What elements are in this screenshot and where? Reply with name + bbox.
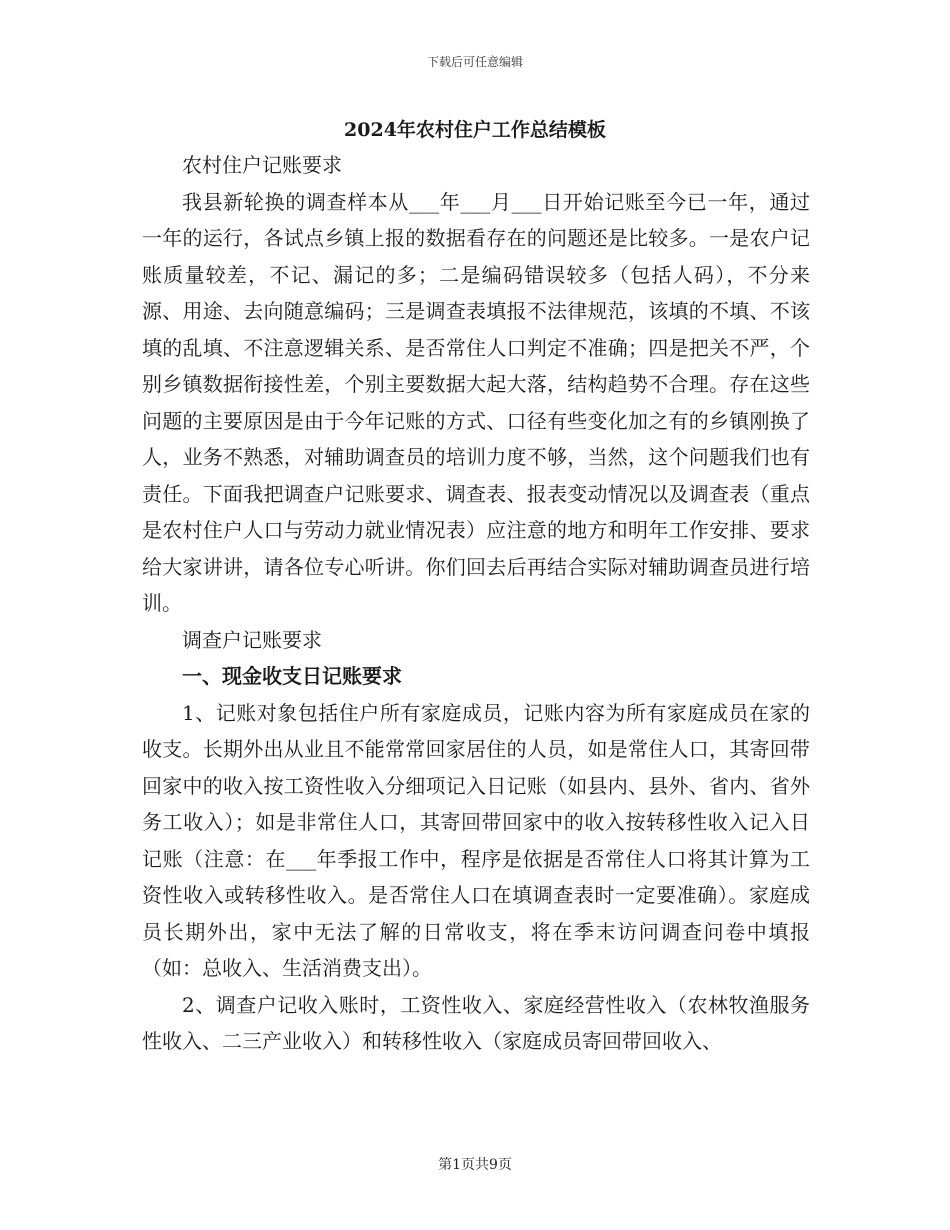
section-heading: 一、现金收支日记账要求 xyxy=(182,664,402,688)
body-paragraph: 1、记账对象包括住户所有家庭成员，记账内容为所有家庭成员在家的收支。长期外出从业且不能常常回家居住的人员，如是常住人口，其寄回带回家中的收入按工资性收入分细项记入日记账（如县内、县外、省内、省外务工收入）；如是非常住人口，其寄回带回家中的收入按转移性收入记入日记账（注意：在___年季报工作中，程序是依据是否常住人口将其计算为工资性收入或转移性收入。是否常住人口在填调查表时一定要准确）。家庭成员长期外出，家中无法了解的日常收支，将在季末访问调查问卷中填报（如：总收入、生活消费支出）。 xyxy=(142,700,810,980)
document-body xyxy=(142,147,810,1060)
body-paragraph: 2、调查户记收入账时，工资性收入、家庭经营性收入（农林牧渔服务性收入、二三产业收入）和转移性收入（家庭成员寄回带回收入、 xyxy=(142,992,810,1053)
body-paragraph: 我县新轮换的调查样本从___年___月___日开始记账至今已一年，通过一年的运行，各试点乡镇上报的数据看存在的问题还是比较多。一是农户记账质量较差，不记、漏记的多；二是编码错误较多（包括人码），不分来源、用途、去向随意编码；三是调查表填报不法律规范，该填的不填、不该填的乱填、不注意逻辑关系、是否常住人口判定不准确；四是把关不严，个别乡镇数据衔接性差，个别主要数据大起大落，结构趋势不合理。存在这些问题的主要原因是由于今年记账的方式、口径有些变化加之有的乡镇刚换了人，业务不熟悉，对辅助调查员的培训力度不够，当然，这个问题我们也有责任。下面我把调查户记账要求、调查表、报表变动情况以及调查表（重点是农村住户人口与劳动力就业情况表）应注意的地方和明年工作安排、要求给大家讲讲，请各位专心听讲。你们回去后再结合实际对辅助调查员进行培训。 xyxy=(142,189,810,615)
subtitle-paragraph: 调查户记账要求 xyxy=(182,627,322,652)
document-title: 2024年农村住户工作总结模板 xyxy=(344,119,606,141)
subtitle-paragraph: 农村住户记账要求 xyxy=(182,153,342,177)
page-footer: 第1页共9页 xyxy=(438,1157,512,1173)
page-header: 下载后可任意编辑 xyxy=(426,55,523,69)
